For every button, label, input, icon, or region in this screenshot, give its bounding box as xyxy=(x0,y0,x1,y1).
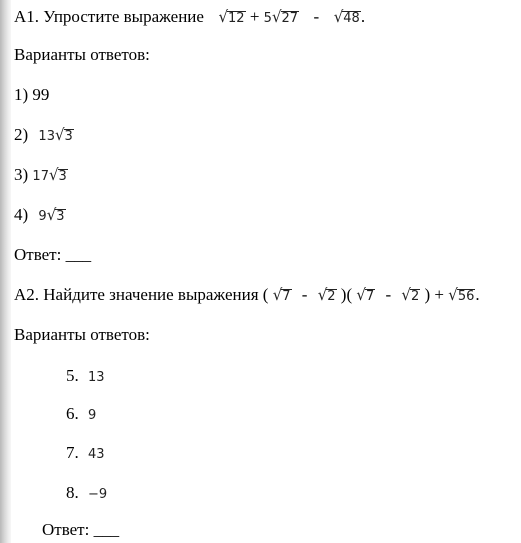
option-value: 13 xyxy=(88,370,105,385)
question-a1 xyxy=(14,7,365,29)
paren-close: ) xyxy=(424,285,431,304)
option-8 xyxy=(66,483,107,505)
option-value: 43 xyxy=(88,447,105,462)
question-a2 xyxy=(14,285,480,307)
option-value: 9√3 xyxy=(38,205,65,225)
option-value: 13√3 xyxy=(38,125,73,145)
option-3 xyxy=(14,165,68,187)
option-6 xyxy=(66,404,96,426)
sqrt-12: √12 xyxy=(218,7,245,27)
minus-sign: - xyxy=(385,285,392,304)
paren-open: ( xyxy=(262,285,269,304)
question-a1-label: А1. Упростите выражение xyxy=(14,7,204,26)
minus-sign: - xyxy=(313,7,320,26)
sqrt-2: √2 xyxy=(317,285,336,305)
option-5 xyxy=(66,366,105,388)
option-value: 99 xyxy=(32,85,50,104)
option-7 xyxy=(66,443,105,465)
coefficient: 5 xyxy=(263,11,272,26)
option-marker: 5. xyxy=(66,366,79,385)
option-4 xyxy=(14,205,66,227)
option-marker: 8. xyxy=(66,483,79,502)
sqrt-48: √48 xyxy=(333,7,360,27)
option-value: 17√3 xyxy=(32,165,67,185)
option-marker: 4) xyxy=(14,205,29,224)
page-left-edge-shadow xyxy=(0,0,11,543)
period: . xyxy=(475,285,480,304)
option-marker: 7. xyxy=(66,443,79,462)
plus-sign: + xyxy=(434,285,444,304)
answer-a2: Ответ: ___ xyxy=(42,520,120,539)
sqrt-27: √27 xyxy=(271,7,299,27)
sqrt-2: √2 xyxy=(401,285,420,305)
option-marker: 2) xyxy=(14,125,29,144)
paren-middle: )( xyxy=(340,285,353,304)
sqrt-56: √56 xyxy=(448,285,475,305)
sqrt-7: √7 xyxy=(272,285,291,305)
period: . xyxy=(360,7,366,26)
plus-sign: + xyxy=(249,7,260,26)
sqrt-7: √7 xyxy=(356,285,375,305)
option-2 xyxy=(14,125,74,147)
question-a1-expression xyxy=(218,7,245,29)
option-marker: 1) xyxy=(14,85,29,104)
option-1 xyxy=(14,85,49,105)
option-marker: 3) xyxy=(14,165,29,184)
question-a2-label: А2. Найдите значение выражения xyxy=(14,285,259,304)
variants-title-a1: Варианты ответов: xyxy=(14,45,150,64)
variants-title-a2: Варианты ответов: xyxy=(14,325,150,344)
option-marker: 6. xyxy=(66,404,79,423)
minus-sign: - xyxy=(301,285,308,304)
option-value: −9 xyxy=(88,487,108,502)
option-value: 9 xyxy=(88,408,97,423)
answer-a1: Ответ: ___ xyxy=(14,245,92,264)
